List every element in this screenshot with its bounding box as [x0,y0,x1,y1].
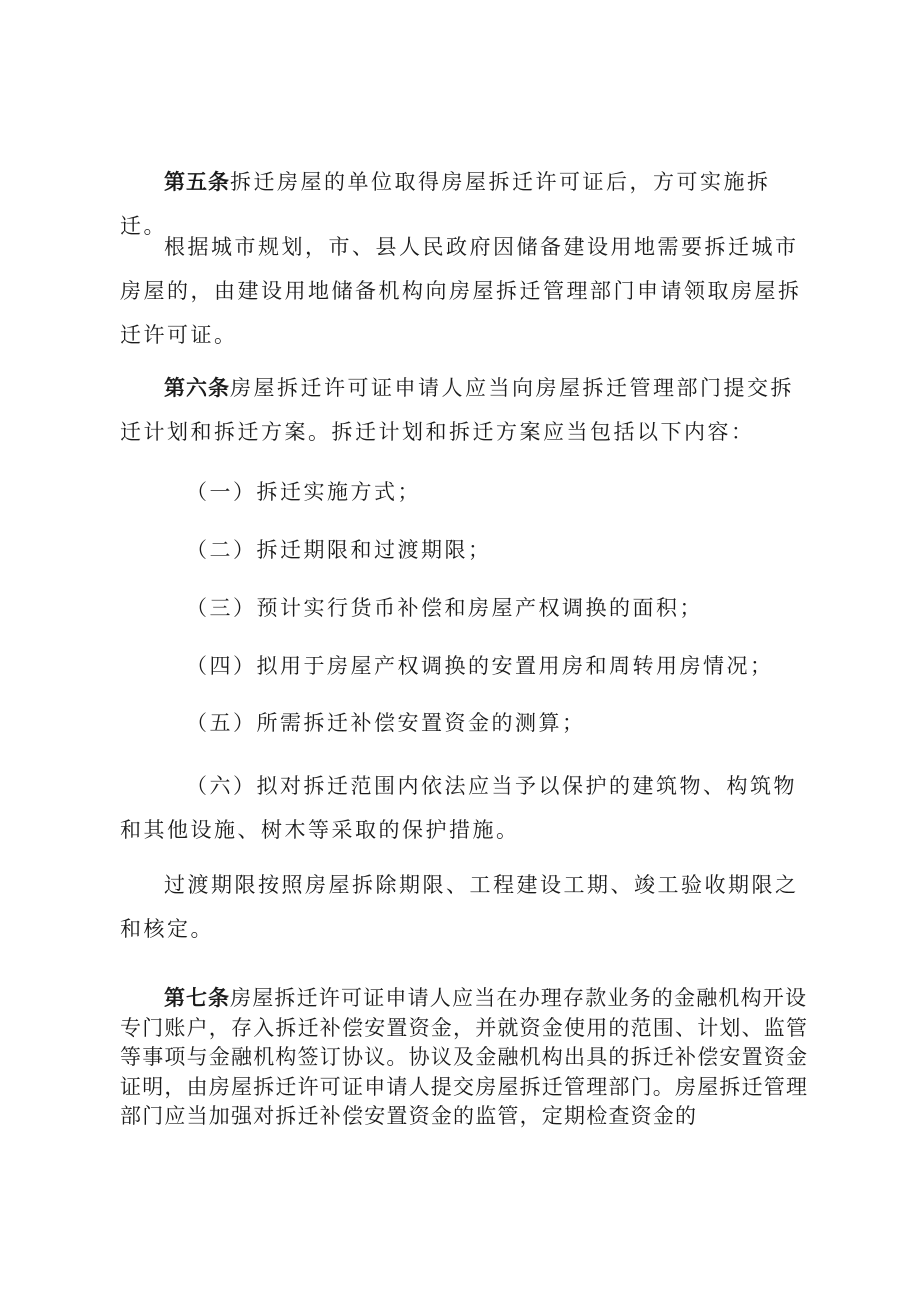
article5-paragraph-2: 根据城市规划，市、县人民政府因储备建设用地需要拆迁城市房屋的，由建设用地储备机构向房屋拆迁管理部门申请领取房屋拆迁许可证。 [120,235,802,347]
article7-paragraph [120,983,810,1132]
article6-transition-paragraph: 过渡期限按照房屋拆除期限、工程建设工期、竣工验收期限之和核定。 [120,873,799,941]
article5-heading: 第五条 [164,169,230,194]
article6-item-2: （二）拆迁期限和过渡期限； [186,538,492,562]
article6-text: 房屋拆迁许可证申请人应当向房屋拆迁管理部门提交拆迁计划和拆迁方案。拆迁计划和拆迁方案应当包括以下内容： [120,376,794,444]
article6-item-1: （一）拆迁实施方式； [186,480,421,504]
article6-heading: 第六条 [164,375,230,400]
article7-heading: 第七条 [164,985,230,1010]
article6-item-5: （五）所需拆迁补偿安置资金的测算； [186,711,586,735]
article7-text: 房屋拆迁许可证申请人应当在办理存款业务的金融机构开设专门账户，存入拆迁补偿安置资金，并就资金使用的范围、计划、监管等事项与金融机构签订协议。协议及金融机构出具的拆迁补偿安置资金证明，由房屋拆迁许可证申请人提交房屋拆迁管理部门。房屋拆迁管理部门应当加强对拆迁补偿安置资金的监管，定期检查资金的 [120,986,809,1128]
article5-text: 拆迁房屋的单位取得房屋拆迁许可证后，方可实施拆迁。 [120,170,771,238]
article6-item-3: （三）预计实行货币补偿和房屋产权调换的面积； [186,596,703,620]
article6-paragraph [120,366,810,454]
article6-item-6: （六）拟对拆迁范围内依法应当予以保护的建筑物、构筑物和其他设施、树木等采取的保护措施。 [120,774,797,842]
article6-item-4: （四）拟用于房屋产权调换的安置用房和周转用房情况； [186,654,774,678]
